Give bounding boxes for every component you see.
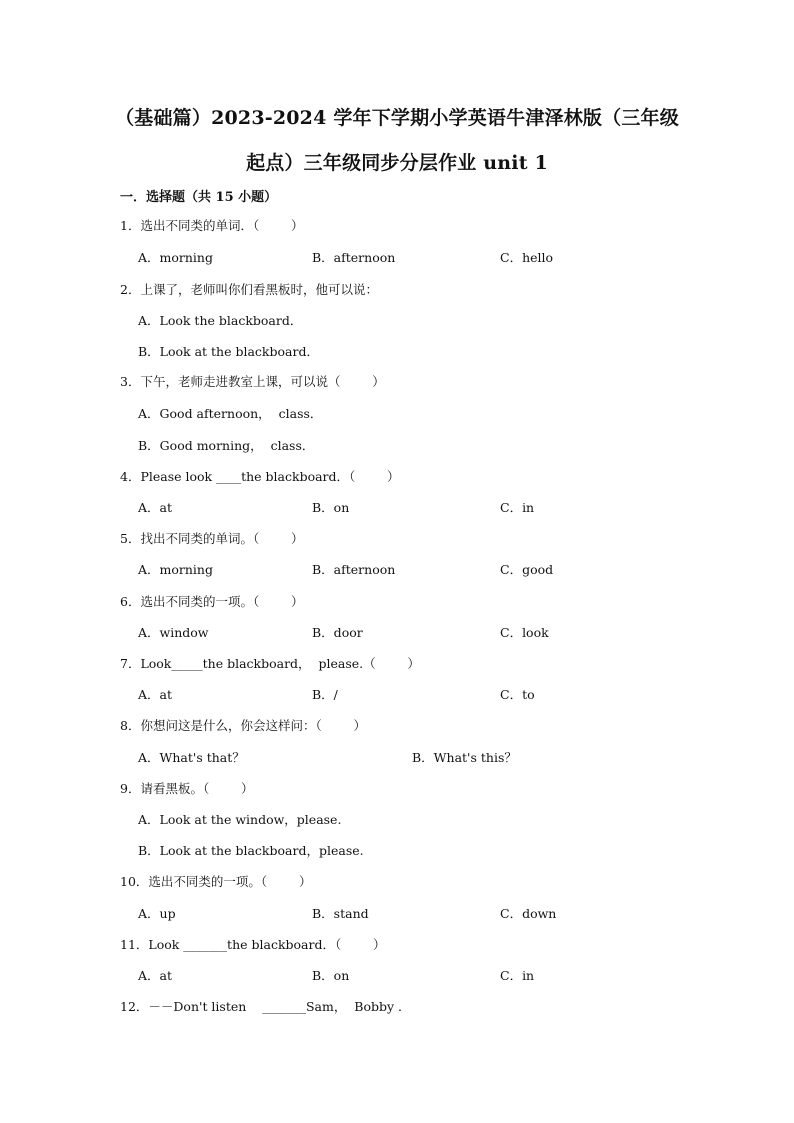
question-1-stem: 1．选出不同类的单词．（ ） bbox=[120, 218, 304, 233]
question-11-option-b: B．on bbox=[312, 968, 350, 983]
question-4-option-b: B．on bbox=[312, 500, 350, 515]
question-3-option-a: A．Good afternoon， class． bbox=[138, 406, 323, 421]
question-8-stem: 8．你想问这是什么，你会这样问：（ ） bbox=[120, 718, 366, 733]
question-7-stem: 7．Look_____the blackboard， please.（ ） bbox=[120, 656, 420, 671]
question-2-option-a: A．Look the blackboard． bbox=[138, 313, 303, 328]
question-1-option-a: A．morning bbox=[138, 250, 213, 265]
question-6-option-c: C．look bbox=[500, 625, 549, 640]
question-8-option-b: B．What's this？ bbox=[412, 750, 517, 765]
question-11-option-c: C．in bbox=[500, 968, 535, 983]
question-9-option-a: A．Look at the window，please. bbox=[138, 812, 342, 827]
question-11-stem: 11．Look _______the blackboard．（ ） bbox=[120, 937, 386, 952]
question-10-option-b: B．stand bbox=[312, 906, 369, 921]
question-2-stem: 2．上课了，老师叫你们看黑板时，他可以说： bbox=[120, 282, 378, 297]
question-8-option-a: A．What's that？ bbox=[138, 750, 245, 765]
question-4-option-c: C．in bbox=[500, 500, 535, 515]
question-4-stem: 4．Please look ____the blackboard．（ ） bbox=[120, 469, 400, 484]
question-11-option-a: A．at bbox=[138, 968, 173, 983]
question-10-option-c: C．down bbox=[500, 906, 557, 921]
document-title-line-2: 起点）三年级同步分层作业 unit 1 bbox=[246, 152, 548, 174]
question-3-stem: 3．下午，老师走进教室上课，可以说（ ） bbox=[120, 374, 385, 389]
question-5-stem: 5．找出不同类的单词。（ ） bbox=[120, 531, 304, 546]
question-5-option-b: B．afternoon bbox=[312, 562, 396, 577]
question-10-stem: 10．选出不同类的一项。（ ） bbox=[120, 874, 312, 889]
question-6-option-b: B．door bbox=[312, 625, 363, 640]
question-4-option-a: A．at bbox=[138, 500, 173, 515]
document-title-line-1: （基础篇）2023-2024 学年下学期小学英语牛津泽林版（三年级 bbox=[115, 107, 679, 129]
question-3-option-b: B．Good morning， class． bbox=[138, 438, 315, 453]
question-5-option-a: A．morning bbox=[138, 562, 213, 577]
section-heading: 一．选择题（共 15 小题） bbox=[120, 190, 278, 205]
question-1-option-c: C．hello bbox=[500, 250, 554, 265]
question-7-option-a: A．at bbox=[138, 687, 173, 702]
question-2-option-b: B．Look at the blackboard． bbox=[138, 344, 319, 359]
question-9-option-b: B．Look at the blackboard，please. bbox=[138, 843, 364, 858]
question-12-stem: 12．－－Don't listen _______Sam， Bobby . bbox=[120, 999, 403, 1014]
question-10-option-a: A．up bbox=[138, 906, 176, 921]
question-9-stem: 9．请看黑板。（ ） bbox=[120, 781, 254, 796]
question-6-stem: 6．选出不同类的一项。（ ） bbox=[120, 594, 304, 609]
question-5-option-c: C．good bbox=[500, 562, 554, 577]
question-7-option-c: C．to bbox=[500, 687, 535, 702]
question-6-option-a: A．window bbox=[138, 625, 209, 640]
question-7-option-b: B．/ bbox=[312, 687, 338, 702]
question-1-option-b: B．afternoon bbox=[312, 250, 396, 265]
